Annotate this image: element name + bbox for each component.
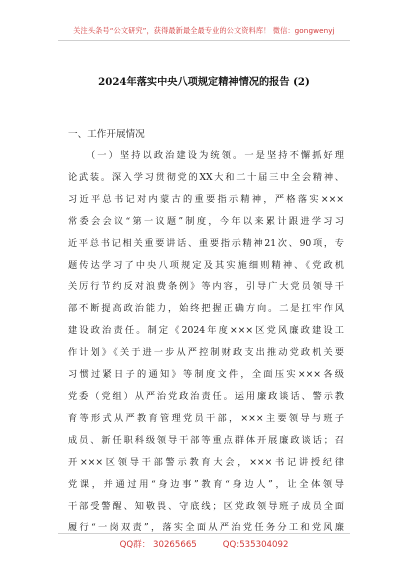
header-divider: [58, 40, 350, 41]
body-line: 关厉行节约反对浪费条例》等内容，引导广大党员领导干: [68, 281, 344, 293]
footer-divider: [58, 533, 350, 534]
body-line: 论武装。深入学习贯彻党的XX大和二十届三中全会精神、: [68, 171, 344, 183]
body-line: 党课，并通过用“身边事”教育“身边人”，让全体领导: [68, 478, 344, 490]
section-heading: 一、工作开展情况: [68, 129, 145, 140]
header-promo-note: 关注头条号“公文研究”，获得最新最全最专业的公文资料库！ 微信：gongwenyj: [73, 26, 335, 35]
footer-contact: [0, 538, 408, 550]
body-line: 常委会会议“第一议题”制度，今年以来累计跟进学习习: [68, 215, 344, 227]
body-line: 部不断提高政治能力，始终把握正确方向。二是扛牢作风: [68, 303, 344, 315]
body-line: 开×××区领导干部警示教育大会，×××书记讲授纪律: [68, 456, 344, 468]
footer-qq: QQ:535304092: [222, 540, 289, 550]
body-line: 育等形式从严教育管理党员干部，×××主要领导与班子: [68, 412, 344, 424]
body-line: 习近平总书记对内蒙古的重要指示精神，严格落实×××: [68, 193, 344, 205]
body-line: 题传达学习了中央八项规定及其实施细则精神、《党政机: [68, 259, 344, 271]
document-title: 2024年落实中央八项规定精神情况的报告 (2): [98, 76, 310, 88]
body-line: 党委（党组）从严治党政治责任。运用廉政谈话、警示教: [68, 390, 344, 402]
body-line: 干部受警醒、知敬畏、守底线；区党政领导班子成员全面: [68, 500, 344, 512]
body-line: 成员、新任职科级领导干部等重点群体开展廉政谈话；召: [68, 434, 344, 446]
body-line: 近平总书记相关重要讲话、重要指示精神21次、90项，专: [68, 237, 344, 249]
body-line: 习惯过紧日子的通知》等制度文件，全面压实×××各级: [68, 369, 344, 381]
body-line: 履行“一岗双责”，落实全面从严治党任务分工和党风廉: [68, 522, 344, 534]
body-line: 作计划》《关于进一步从严控制财政支出推动党政机关要: [68, 347, 344, 359]
document-body: [68, 145, 344, 539]
body-line: 建设政治责任。制定《2024年度×××区党风廉政建设工: [68, 325, 344, 337]
footer-qq-group: QQ群： 30265665: [119, 540, 197, 550]
body-line: （一）坚持以政治建设为统领。一是坚持不懈抓好理: [86, 150, 344, 161]
